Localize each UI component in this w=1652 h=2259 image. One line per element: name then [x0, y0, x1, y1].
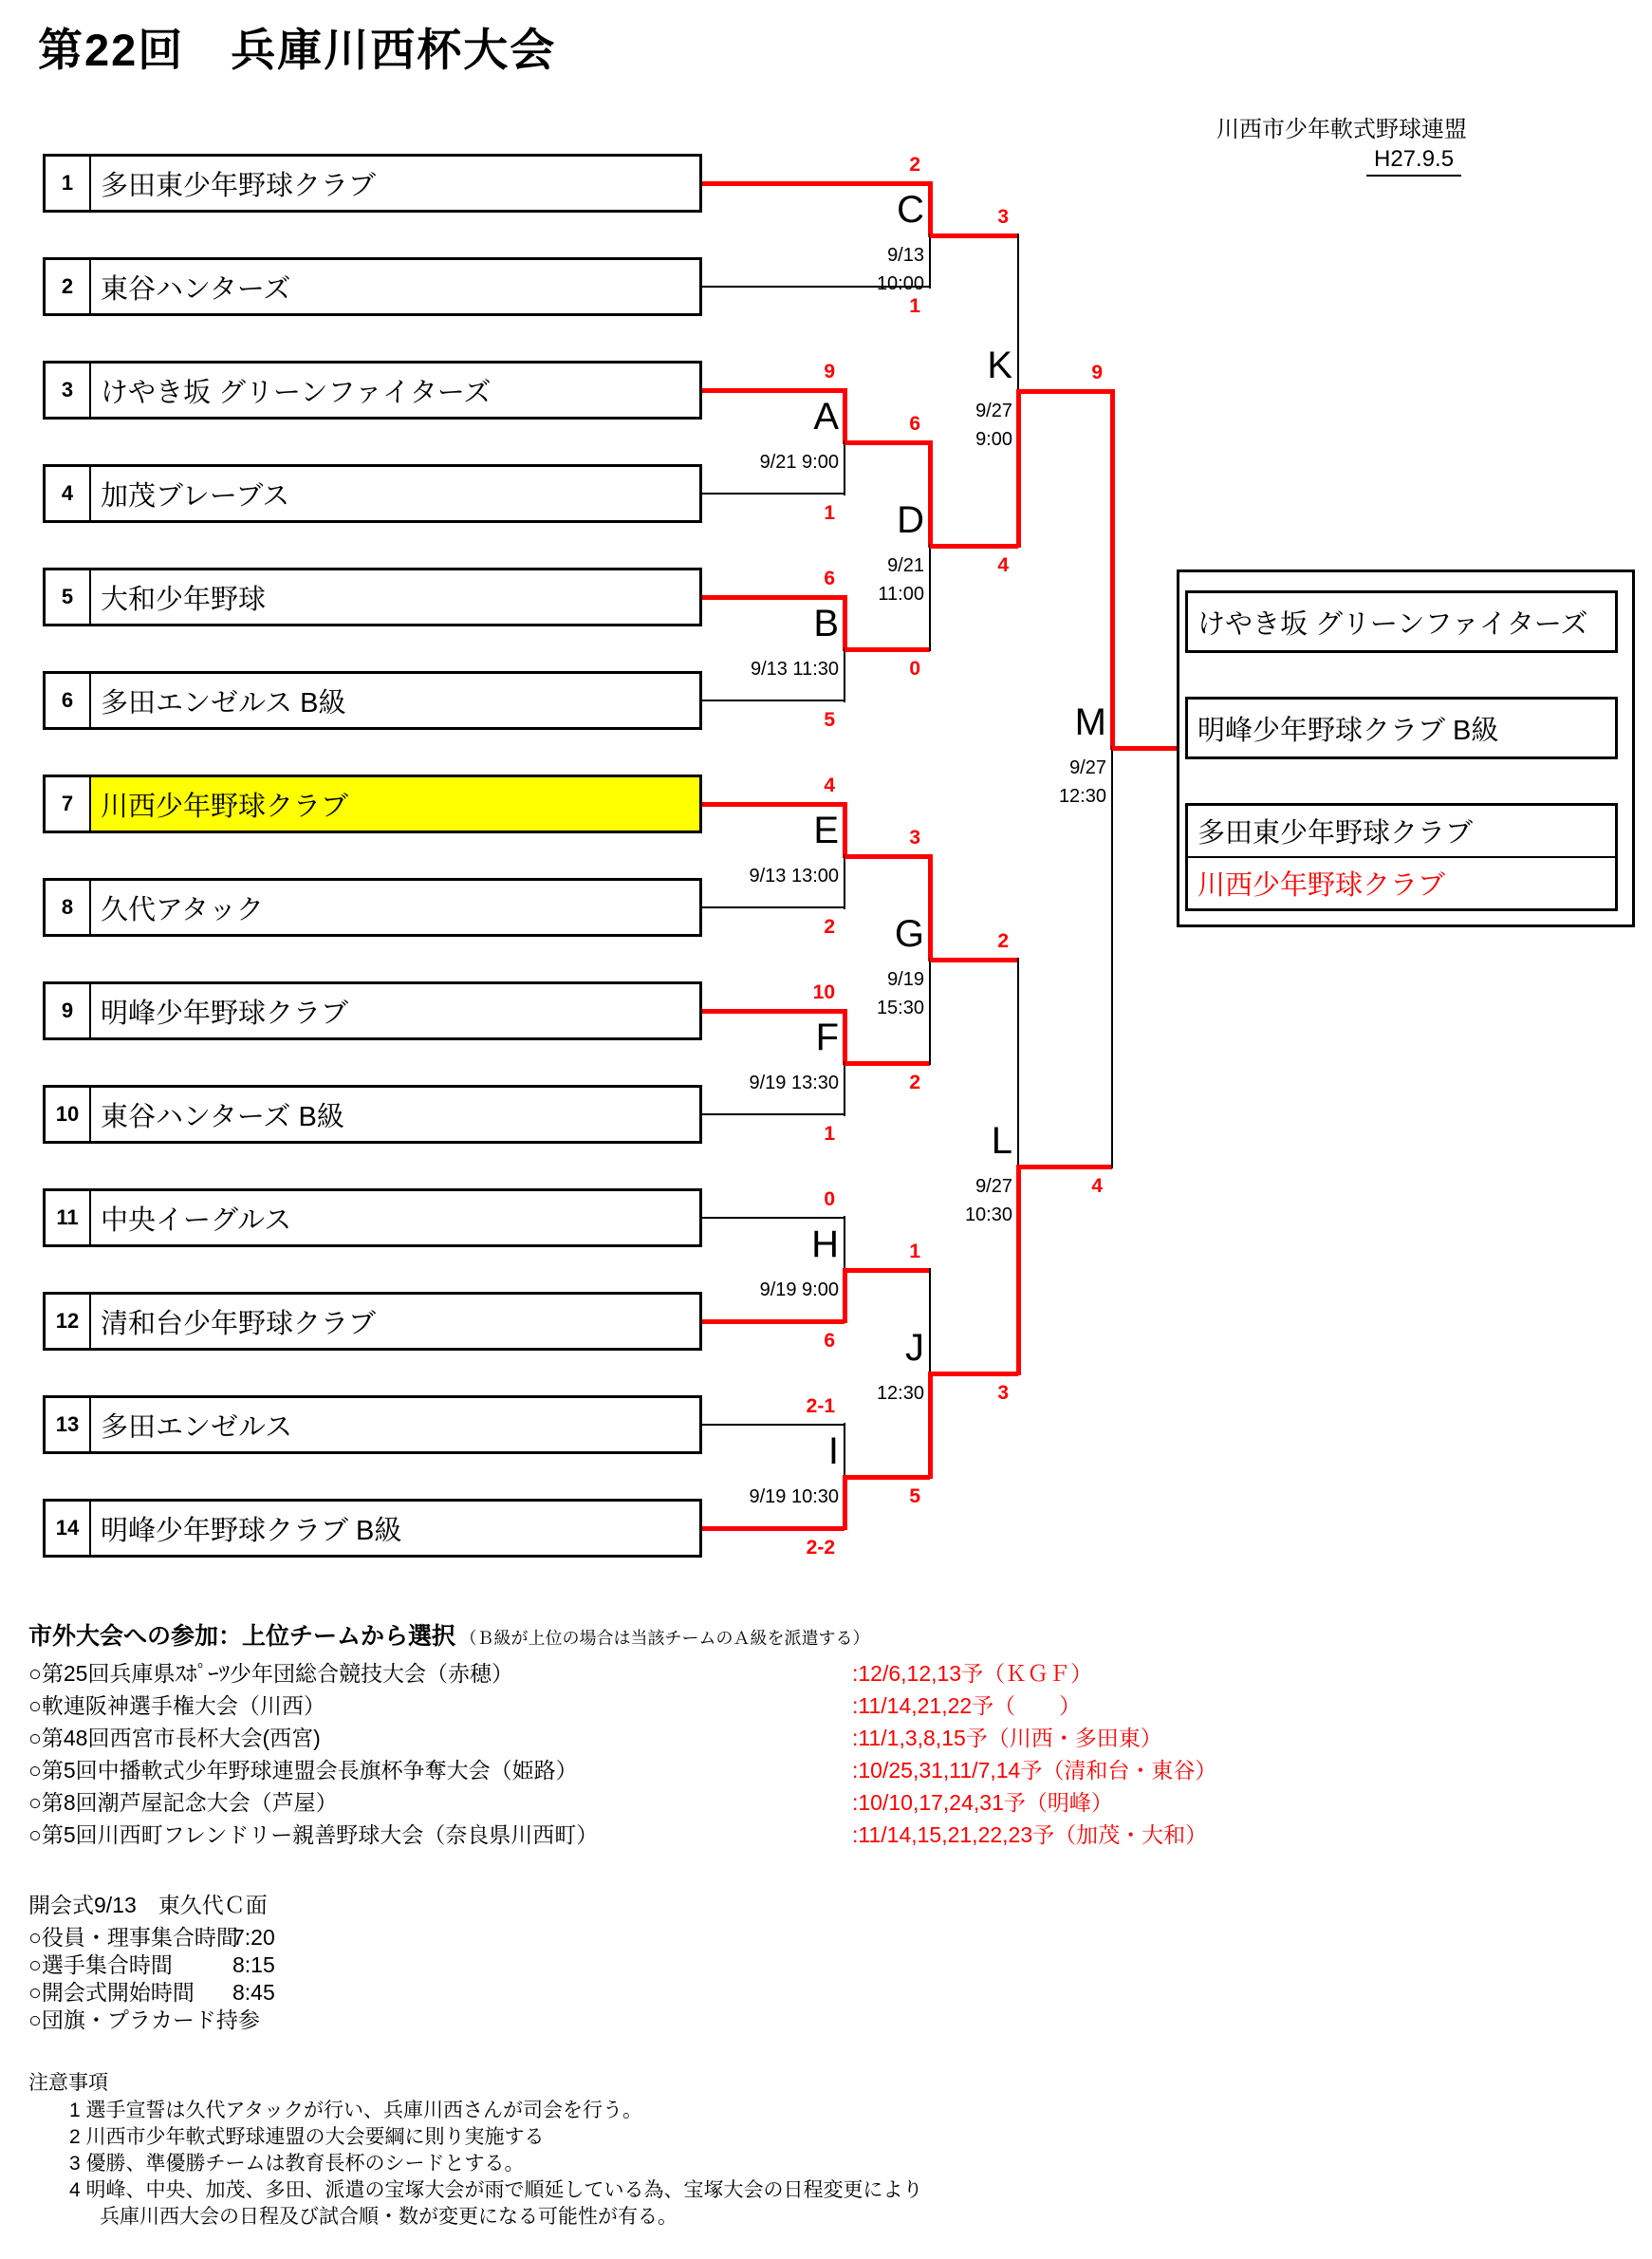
opening-ceremony-section	[28, 1891, 275, 2034]
ceremony-item-label: ○役員・理事集合時間	[28, 1925, 238, 1950]
team-box	[43, 1499, 702, 1558]
team-seed-number: 13	[46, 1398, 91, 1451]
game-F-top-score: 10	[812, 981, 835, 1003]
game-E-bottom-score: 2	[824, 916, 835, 938]
game-G-winner-line	[930, 958, 1018, 962]
game-C-schedule: 9/13	[887, 245, 924, 266]
game-M-winner-line	[1112, 746, 1177, 751]
team-box	[43, 464, 702, 523]
team-box	[43, 361, 702, 420]
notes-item: 1 選手宣誓は久代アタックが行い、兵庫川西さんが司会を行う。	[69, 2100, 643, 2121]
team-name: 東谷ハンターズ B級	[101, 1101, 344, 1132]
team-name: 明峰少年野球クラブ	[101, 998, 349, 1029]
game-M-connector-bottom	[1111, 746, 1113, 1168]
outside-tournament-schedule: :10/10,17,24,31予（明峰）	[852, 1790, 1113, 1815]
game-K-connector-bottom	[1016, 389, 1021, 548]
document-date: H27.9.5	[1366, 146, 1461, 177]
game-B-connector-bottom	[844, 647, 845, 702]
team-box	[43, 981, 702, 1040]
game-I-winner-line	[845, 1475, 930, 1480]
game-C-label: C	[897, 189, 924, 231]
game-B-schedule: 9/13 11:30	[750, 659, 839, 680]
game-L-label: L	[991, 1120, 1012, 1162]
game-C-bottom-score: 1	[909, 295, 920, 317]
team-seed-number: 10	[46, 1088, 91, 1141]
team-box	[43, 154, 702, 213]
outside-tournaments-section	[28, 1617, 1632, 1851]
notes-item: 兵庫川西大会の日程及び試合順・数が変更になる可能性が有る。	[100, 2206, 678, 2228]
game-M-top-score: 9	[1091, 362, 1103, 383]
outside-tournament-name: ○第8回潮芦屋記念大会（芦屋）	[28, 1790, 338, 1815]
game-F-schedule: 9/19 13:30	[749, 1073, 839, 1093]
outside-tournament-item	[28, 1819, 1632, 1851]
team-seed-number: 5	[46, 570, 91, 624]
game-K-top-score: 3	[997, 206, 1009, 228]
team-name: 川西少年野球クラブ	[91, 777, 699, 831]
team-line	[702, 1424, 845, 1426]
ceremony-item-time: 8:45	[232, 1980, 275, 2005]
team-box	[43, 1085, 702, 1144]
team-seed-number: 2	[46, 260, 91, 313]
third-place-name-highlighted: 川西少年野球クラブ	[1197, 870, 1446, 901]
game-I-connector-top	[844, 1423, 845, 1479]
ceremony-item	[28, 1951, 275, 1979]
game-C-connector-top	[928, 181, 933, 237]
game-L-schedule: 10:30	[964, 1204, 1012, 1225]
team-seed-number: 6	[46, 674, 91, 727]
outside-tournament-schedule: :11/14,15,21,22,23予（加茂・大和）	[852, 1822, 1208, 1847]
team-line	[702, 802, 845, 807]
notes-item-list	[28, 2098, 923, 2231]
game-H-connector-top	[844, 1216, 845, 1272]
team-name: 大和少年野球	[101, 584, 267, 615]
game-B-winner-line	[845, 647, 930, 652]
team-box	[43, 568, 702, 626]
outside-tournament-name: ○軟連阪神選手権大会（川西）	[28, 1693, 325, 1718]
game-A-label: A	[813, 396, 839, 438]
team-name: 多田エンゼルス B級	[101, 687, 346, 719]
game-A-connector-bottom	[844, 440, 845, 495]
team-name: 中央イーグルス	[101, 1204, 292, 1236]
game-L-winner-line	[1018, 1165, 1112, 1169]
team-seed-number: 12	[46, 1295, 91, 1348]
game-M-schedule: 12:30	[1058, 786, 1106, 807]
game-I-schedule: 9/19 10:30	[749, 1486, 839, 1507]
game-B-connector-top	[843, 595, 847, 651]
game-D-schedule: 11:00	[878, 584, 924, 605]
game-H-schedule: 9/19 9:00	[759, 1279, 839, 1300]
team-seed-number: 4	[46, 467, 91, 520]
game-M-bottom-score: 4	[1091, 1175, 1103, 1197]
team-box	[43, 671, 702, 730]
champion-name: けやき坂 グリーンファイターズ	[1197, 608, 1588, 640]
team-name: 久代アタック	[101, 894, 264, 925]
game-F-connector-top	[843, 1009, 847, 1065]
game-H-connector-bottom	[843, 1268, 847, 1323]
outside-section-heading	[28, 1617, 1632, 1657]
game-J-top-score: 1	[909, 1241, 920, 1262]
game-M-schedule: 9/27	[1069, 757, 1106, 778]
outside-tournament-name: ○第5回中播軟式少年野球連盟会長旗杯争奪大会（姫路）	[28, 1758, 578, 1783]
team-line	[702, 181, 930, 186]
page-title: 第22回 兵庫川西杯大会	[38, 25, 557, 75]
game-L-schedule: 9/27	[975, 1176, 1012, 1197]
game-F-bottom-score: 1	[824, 1123, 835, 1145]
team-box	[43, 775, 702, 833]
team-box	[43, 1188, 702, 1247]
game-A-bottom-score: 1	[824, 502, 835, 524]
game-F-winner-line	[845, 1061, 930, 1066]
game-G-top-score: 3	[909, 827, 920, 849]
outside-tournament-name: ○第48回西宮市長杯大会(西宮)	[28, 1726, 321, 1750]
game-F-connector-bottom	[844, 1061, 845, 1116]
notes-section	[28, 2069, 923, 2231]
notes-item: 2 川西市少年軟式野球連盟の大会要綱に則り実施する	[69, 2126, 545, 2148]
runner-up-box	[1185, 697, 1618, 759]
outside-tournament-item	[28, 1657, 1632, 1690]
team-line	[702, 1319, 845, 1324]
notes-item: 4 明峰、中央、加茂、多田、派遣の宝塚大会が雨で順延している為、宝塚大会の日程変更により	[69, 2179, 923, 2201]
game-M-label: M	[1074, 701, 1106, 743]
team-box	[43, 1292, 702, 1351]
game-J-winner-line	[930, 1372, 1018, 1376]
team-seed-number: 11	[46, 1191, 91, 1244]
team-box	[43, 1395, 702, 1454]
game-J-label: J	[905, 1327, 924, 1369]
outside-tournament-schedule: :10/25,31,11/7,14予（清和台・東谷）	[852, 1758, 1217, 1783]
team-name: 明峰少年野球クラブ B級	[101, 1515, 402, 1546]
game-D-label: D	[897, 499, 924, 541]
team-line	[702, 906, 845, 908]
game-K-label: K	[987, 345, 1012, 386]
team-line	[702, 1113, 845, 1115]
game-G-connector-top	[928, 854, 933, 961]
notes-heading: 注意事項	[28, 2072, 108, 2094]
game-D-connector-top	[928, 440, 933, 548]
team-name: 多田エンゼルス	[101, 1411, 293, 1443]
game-D-schedule: 9/21	[887, 555, 924, 576]
game-C-top-score: 2	[909, 154, 920, 176]
outside-tournament-item	[28, 1722, 1632, 1754]
game-G-bottom-score: 2	[909, 1072, 920, 1093]
game-K-schedule: 9/27	[975, 401, 1012, 421]
outside-tournament-schedule: :11/14,21,22予（ ）	[852, 1693, 1082, 1718]
game-J-schedule: 12:30	[876, 1383, 924, 1404]
outside-tournament-item	[28, 1786, 1632, 1819]
outside-heading-text: 市外大会への参加：上位チームから選択	[28, 1623, 456, 1650]
game-K-winner-line	[1018, 389, 1112, 394]
game-G-schedule: 15:30	[876, 998, 924, 1018]
game-L-top-score: 2	[997, 930, 1009, 952]
team-line	[702, 1009, 845, 1014]
team-name: けやき坂 グリーンファイターズ	[101, 377, 492, 408]
game-H-label: H	[811, 1223, 839, 1265]
game-A-schedule: 9/21 9:00	[759, 452, 839, 473]
game-H-top-score: 0	[824, 1188, 835, 1210]
outside-tournament-list	[28, 1657, 1632, 1851]
team-name: 加茂ブレーブス	[101, 480, 290, 512]
outside-tournament-name: ○第25回兵庫県ｽﾎﾟｰﾂ少年団総合競技大会（赤穂）	[28, 1661, 513, 1686]
game-C-schedule: 10:00	[876, 273, 924, 294]
ceremony-item-time: 7:20	[232, 1925, 275, 1950]
game-I-connector-bottom	[843, 1475, 847, 1530]
team-line	[702, 493, 845, 495]
game-I-bottom-score: 2-2	[806, 1537, 835, 1559]
game-A-connector-top	[843, 388, 847, 444]
champion-box	[1185, 590, 1618, 653]
third-place-box	[1185, 803, 1618, 911]
game-L-bottom-score: 3	[997, 1382, 1009, 1404]
ceremony-item-time: 8:15	[232, 1952, 275, 1977]
ceremony-item-list	[28, 1924, 275, 2034]
game-E-top-score: 4	[824, 775, 835, 796]
game-K-bottom-score: 4	[997, 554, 1009, 576]
game-A-winner-line	[845, 440, 930, 445]
game-J-connector-bottom	[928, 1372, 933, 1479]
team-seed-number: 8	[46, 881, 91, 934]
ceremony-item-label: ○団旗・プラカード持参	[28, 2007, 260, 2032]
outside-heading-note: （Ｂ級が上位の場合は当該チームのＡ級を派遣する）	[459, 1629, 870, 1648]
team-seed-number: 3	[46, 364, 91, 417]
team-line	[702, 700, 845, 701]
game-J-bottom-score: 5	[909, 1485, 920, 1507]
game-L-connector-top	[1017, 958, 1019, 1168]
game-I-top-score: 2-1	[806, 1395, 835, 1417]
game-D-connector-bottom	[929, 544, 931, 651]
team-seed-number: 14	[46, 1502, 91, 1555]
game-D-top-score: 6	[909, 413, 920, 435]
game-G-connector-bottom	[929, 958, 931, 1065]
game-H-winner-line	[845, 1268, 930, 1273]
game-I-label: I	[827, 1430, 839, 1472]
game-B-top-score: 6	[824, 568, 835, 589]
team-seed-number: 7	[46, 777, 91, 831]
team-seed-number: 9	[46, 984, 91, 1037]
outside-tournament-item	[28, 1754, 1632, 1786]
team-name: 清和台少年野球クラブ	[101, 1308, 377, 1339]
game-G-schedule: 9/19	[887, 969, 924, 990]
game-B-label: B	[813, 603, 839, 644]
team-line	[702, 1217, 845, 1219]
ceremony-item-label: ○選手集合時間	[28, 1952, 173, 1977]
game-E-connector-top	[843, 802, 847, 858]
game-E-label: E	[813, 810, 839, 851]
game-H-bottom-score: 6	[824, 1330, 835, 1352]
team-name: 多田東少年野球クラブ	[101, 170, 377, 201]
team-line	[702, 1526, 845, 1531]
ceremony-heading: 開会式9/13 東久代Ｃ面	[28, 1893, 268, 1917]
ceremony-item	[28, 1924, 275, 1951]
ceremony-item-label: ○開会式開始時間	[28, 1980, 195, 2005]
team-line	[702, 595, 845, 600]
ceremony-item	[28, 2007, 268, 2034]
game-J-connector-top	[929, 1268, 931, 1375]
team-box	[43, 257, 702, 316]
team-line	[702, 388, 845, 393]
outside-tournament-schedule: :11/1,3,8,15予（川西・多田東）	[852, 1726, 1162, 1750]
game-F-label: F	[815, 1017, 839, 1058]
game-G-label: G	[894, 913, 924, 955]
third-place-name: 多田東少年野球クラブ	[1188, 806, 1615, 858]
game-C-winner-line	[930, 233, 1018, 238]
game-E-winner-line	[845, 854, 930, 859]
game-M-connector-top	[1110, 389, 1115, 750]
game-D-winner-line	[930, 544, 1018, 549]
runner-up-name: 明峰少年野球クラブ B級	[1197, 715, 1499, 746]
outside-tournament-schedule: :12/6,12,13予（ＫＧＦ）	[852, 1661, 1093, 1686]
outside-tournament-item	[28, 1690, 1632, 1722]
game-E-schedule: 9/13 13:00	[749, 866, 839, 887]
notes-item: 3 優勝、準優勝チームは教育長杯のシードとする。	[69, 2153, 525, 2175]
game-B-bottom-score: 5	[824, 709, 835, 731]
game-L-connector-bottom	[1016, 1165, 1021, 1375]
team-box	[43, 878, 702, 937]
outside-tournament-name: ○第5回川西町フレンドリー親善野球大会（奈良県川西町）	[28, 1822, 599, 1847]
organization-name: 川西市少年軟式野球連盟	[1216, 117, 1467, 142]
team-seed-number: 1	[46, 157, 91, 210]
ceremony-item	[28, 1979, 275, 2007]
game-K-connector-top	[1017, 233, 1019, 393]
game-K-schedule: 9:00	[975, 429, 1012, 450]
game-A-top-score: 9	[824, 361, 835, 383]
team-name: 東谷ハンターズ	[101, 273, 291, 305]
game-D-bottom-score: 0	[909, 658, 920, 680]
game-C-connector-bottom	[929, 233, 931, 289]
game-E-connector-bottom	[844, 854, 845, 909]
